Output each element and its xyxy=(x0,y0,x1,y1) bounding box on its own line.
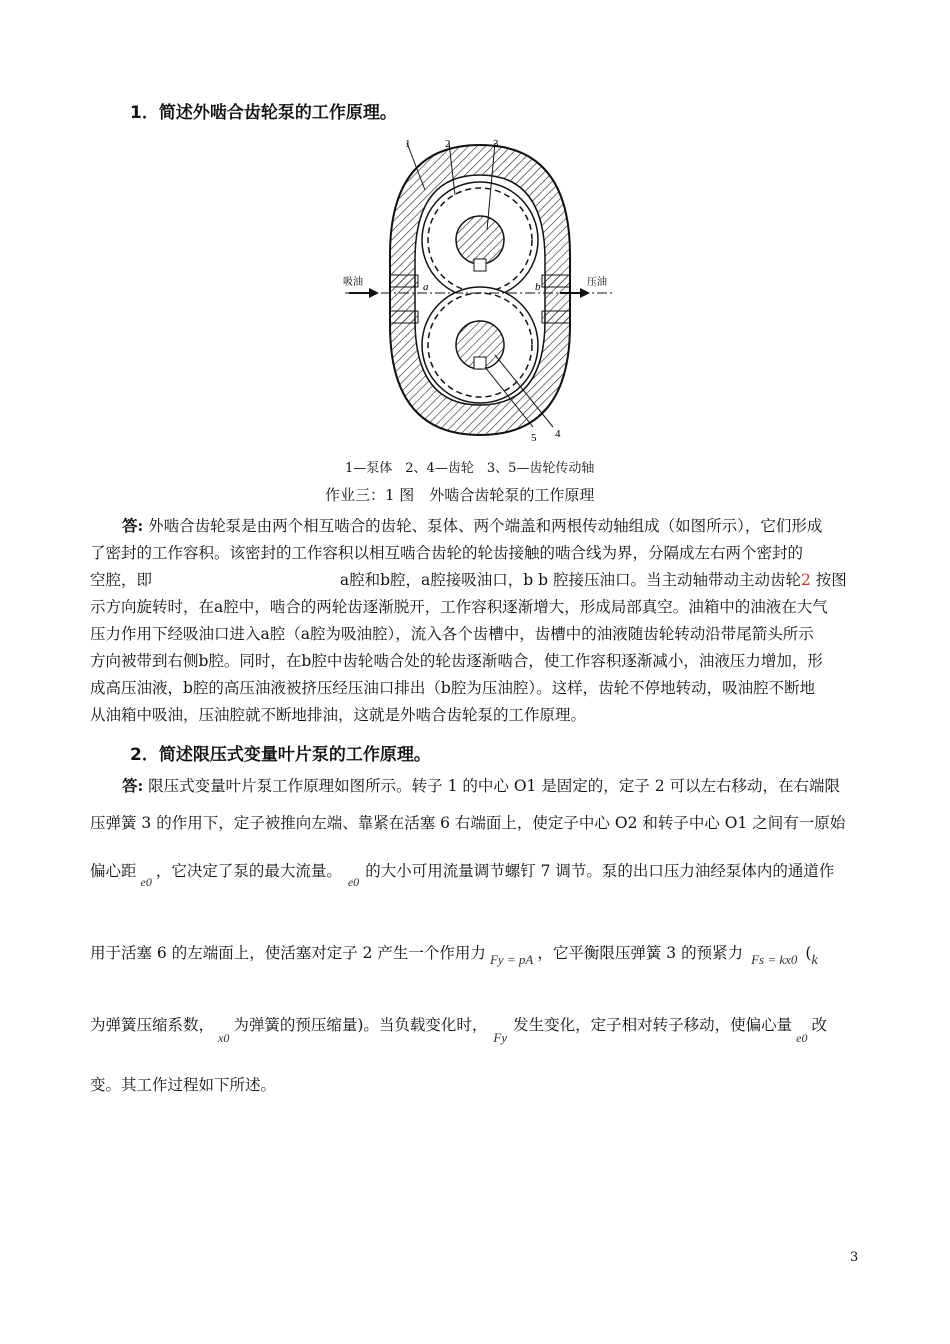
label-b: b xyxy=(535,281,541,293)
label-3: 3 xyxy=(493,138,499,150)
label-suction: 吸油 xyxy=(343,277,363,288)
page-number: 3 xyxy=(850,1250,859,1265)
math-e0: e0 xyxy=(140,875,152,889)
math-fs: Fs = kx0 xyxy=(751,952,798,967)
label-a: a xyxy=(423,281,429,293)
answer-1-line-6: 压力作用下经吸油口进入a腔（a腔为吸油腔），流入各个齿槽中，齿槽中的油液随齿轮转动沿带尾箭头所示 xyxy=(90,625,814,643)
answer-1 xyxy=(90,512,870,729)
answer-1-line-1: 外啮合齿轮泵是由两个相互啮合的齿轮、泵体、两个端盖和两根传动轴组成（如图所示），它们形成 xyxy=(148,517,823,535)
answer-1-line-4: a腔和b腔，a腔接吸油口，b b 腔接压油口。当主动轴带动主动齿轮 xyxy=(339,571,801,589)
answer-1-label: 答: xyxy=(122,516,144,535)
math-fy-2: Fy xyxy=(493,1030,508,1045)
math-x0: x0 xyxy=(218,1031,230,1045)
label-4: 4 xyxy=(555,428,561,440)
question-2-heading: 2．简述限压式变量叶片泵的工作原理。 xyxy=(130,745,431,765)
math-e0-3: e0 xyxy=(796,1031,808,1045)
lower-gear xyxy=(422,287,538,403)
answer-1-line-8: 成高压油液，b腔的高压油液被挤压经压油口排出（b腔为压油腔）。这样，齿轮不停地转动，吸油腔不断地 xyxy=(90,679,816,697)
answer-1-line-2: 了密封的工作容积。该密封的工作容积以相互啮合齿轮的轮齿接触的啮合线为界，分隔成左右两个密封的 xyxy=(90,544,804,562)
figure-caption: 作业三：1 图 外啮合齿轮泵的工作原理 xyxy=(325,486,595,504)
label-2: 2 xyxy=(445,138,451,150)
label-1: 1 xyxy=(405,138,411,150)
answer-1-line-5: 示方向旋转时，在a腔中，啮合的两轮齿逐渐脱开，工作容积逐渐增大，形成局部真空。油箱中的油液在大气 xyxy=(90,598,828,616)
answer-2-line-2: 压弹簧 3 的作用下，定子被推向左端、靠紧在活塞 6 右端面上，使定子中心 O2 和转子中心 O1 之间有一原始 xyxy=(90,814,846,832)
answer-1-line-7: 方向被带到右侧b腔。同时，在b腔中齿轮啮合处的轮齿逐渐啮合，使工作容积逐渐减小，油液压力增加，形 xyxy=(90,652,823,670)
math-e0-2: e0 xyxy=(347,875,360,889)
answer-2-line-1: 答: 限压式变量叶片泵工作原理如图所示。转子 1 的中心 O1 是固定的，定子 2 可以左右移动，在右端限 xyxy=(122,776,841,795)
answer-2-line-5: 为弹簧压缩系数，$_{x0}$为弹簧的预压缩量)。当负载变化时，$_{Fy}$发生变化，定子相对转子移动，使偏心量$_{e0}$改 xyxy=(90,1016,827,1045)
answer-1-line-4-end: 按图 xyxy=(810,571,847,589)
answer-1-gear-number: 2 xyxy=(801,571,811,589)
math-fy: Fy = pA xyxy=(489,952,534,967)
upper-gear xyxy=(422,182,538,298)
answer-2-line-4: 用于活塞 6 的左端面上，使活塞对定子 2 产生一个作用力 $_{Fy = pA}$ ，它平衡限压弹簧 3 的预紧力 $_{Fs = kx0}$ (k xyxy=(90,944,818,968)
answer-2-line-6: 变。其工作过程如下所述。 xyxy=(90,1076,277,1094)
label-pressure: 压油 xyxy=(587,277,607,288)
math-k: k xyxy=(811,953,818,968)
answer-2-label: 答: xyxy=(122,776,144,795)
figure-legend: 1—泵体 2、4—齿轮 3、5—齿轮传动轴 xyxy=(345,461,595,476)
gear-pump-figure xyxy=(335,135,625,445)
answer-1-line-9: 从油箱中吸油，压油腔就不断地排油，这就是外啮合齿轮泵的工作原理。 xyxy=(90,706,587,724)
label-5: 5 xyxy=(531,432,537,444)
question-1-heading: 1．简述外啮合齿轮泵的工作原理。 xyxy=(130,103,397,123)
answer-2-line-3: 偏心距$_{e0}$，它决定了泵的最大流量。$_{e0}$的大小可用流量调节螺钉 7 调节。泵的出口压力油经泵体内的通道作 xyxy=(90,862,835,889)
answer-1-line-3: 空腔，即 xyxy=(90,571,153,589)
